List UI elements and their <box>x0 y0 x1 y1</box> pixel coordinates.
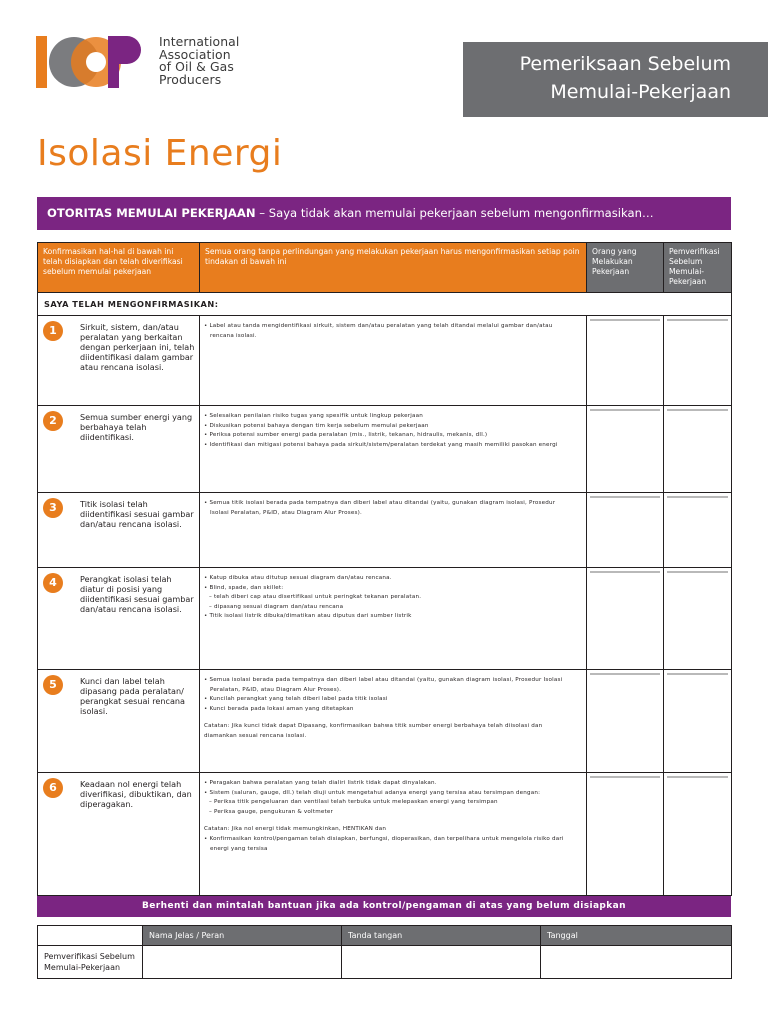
note-line: Catatan: Jika kunci tidak dapat Dipasang, konfirmasikan bahwa titik sumber energi berbahaya telah diisolasi dan <box>204 723 543 730</box>
check-box[interactable] <box>590 571 660 573</box>
item-cell <box>38 493 200 568</box>
item-cell <box>38 316 200 406</box>
worker-check-cell[interactable] <box>587 493 664 568</box>
action-line: • Katup dibuka atau ditutup sesuai diagram dan/atau rencana. <box>204 575 392 581</box>
action-line: • Identifikasi dan mitigasi potensi bahaya pada sirkuit/sistem/peralatan terdekat yang masih memiliki pasokan energi <box>204 441 558 448</box>
item-label: Perangkat isolasi telah diatur di posisi yang diidentifikasi sesuai gambar dan/atau rencana isolasi. <box>80 574 194 614</box>
action-line: • Titik isolasi listrik dibuka/dimatikan atau diputus dari sumber listrik <box>204 613 412 620</box>
action-cell <box>200 568 587 670</box>
authority-bar <box>37 197 731 230</box>
action-line: • Kuncilah perangkat yang telah diberi label pada titik isolasi <box>204 696 388 703</box>
authority-statement: – Saya tidak akan memulai pekerjaan sebelum mengonfirmasikan… <box>255 206 654 220</box>
action-line: • Semua isolasi berada pada tempatnya dan diberi label atau ditandai (yaitu, gunakan diagram isolasi, Prosedur Isolasi <box>204 677 563 683</box>
action-line: – dipasang sesuai diagram dan/atau rencana <box>209 603 344 610</box>
check-box[interactable] <box>590 673 660 675</box>
action-line: rencana isolasi. <box>210 332 257 339</box>
logo-line: of Oil & Gas <box>159 59 234 74</box>
table-row <box>38 316 732 406</box>
action-line: • Sistem (saluran, gauge, dll.) telah diuji untuk mengetahui adanya energi yang tersisa atau tersimpan dengan: <box>204 789 541 796</box>
signoff-header-signature: Tanda tangan <box>342 926 541 946</box>
verifier-check-cell[interactable] <box>664 493 732 568</box>
action-line: • Semua titik isolasi berada pada tempatnya dan diberi label atau ditandai (yaitu, gunakan diagram isolasi, Prosedur <box>204 500 556 506</box>
note-line: Catatan: Jika nol energi tidak memungkinkan, HENTIKAN dan <box>204 826 387 833</box>
action-cell <box>200 493 587 568</box>
table-row <box>38 406 732 493</box>
check-box[interactable] <box>667 496 728 498</box>
worker-check-cell[interactable] <box>587 406 664 493</box>
step-number-badge: 3 <box>43 498 63 518</box>
worker-check-cell[interactable] <box>587 670 664 773</box>
check-box[interactable] <box>667 571 728 573</box>
table-row <box>38 493 732 568</box>
verifier-check-cell[interactable] <box>664 670 732 773</box>
signoff-row-label: Pemverifikasi Sebelum Memulai-Pekerjaan <box>38 946 143 979</box>
table-header-row <box>38 243 732 293</box>
page-title: Isolasi Energi <box>37 133 283 174</box>
action-line: Isolasi Peralatan, P&ID, atau Diagram Alur Proses). <box>210 509 362 516</box>
signoff-row <box>38 946 732 979</box>
check-box[interactable] <box>667 776 728 778</box>
confirm-label: SAYA TELAH MENGONFIRMASIKAN: <box>38 293 732 316</box>
action-line: – Periksa titik pengeluaran dan ventilasi telah terbuka untuk melepaskan energi yang tersimpan <box>209 799 498 806</box>
worker-check-cell[interactable] <box>587 568 664 670</box>
check-box[interactable] <box>667 409 728 411</box>
item-cell <box>38 406 200 493</box>
note-line: diamankan sesuai rencana isolasi. <box>204 732 307 739</box>
action-cell <box>200 406 587 493</box>
check-box[interactable] <box>590 319 660 321</box>
action-cell <box>200 773 587 896</box>
logo-line: International <box>159 34 240 49</box>
action-line: • Kunci berada pada lokasi aman yang ditetapkan <box>204 705 354 712</box>
step-number-badge: 2 <box>43 411 63 431</box>
worker-check-cell[interactable] <box>587 316 664 406</box>
action-line: • Selesaikan penilaian risiko tugas yang spesifik untuk lingkup pekerjaan <box>204 413 424 419</box>
logo-line: Association <box>159 46 231 62</box>
check-box[interactable] <box>590 409 660 411</box>
check-box[interactable] <box>590 776 660 778</box>
check-box[interactable] <box>667 319 728 321</box>
column-header-confirm: Konfirmasikan hal-hal di bawah ini telah disiapkan dan telah diverifikasi sebelum memulai pekerjaan <box>38 243 200 293</box>
item-label: Kunci dan label telah dipasang pada peralatan/ perangkat sesuai rencana isolasi. <box>80 676 186 716</box>
action-line: • Peragakan bahwa peralatan yang telah dialiri listrik tidak dapat dinyalakan. <box>204 780 437 786</box>
step-number-badge: 6 <box>43 778 63 798</box>
action-cell <box>200 670 587 773</box>
action-line: • Periksa potensi sumber energi pada peralatan (mis., listrik, tekanan, hidraulis, mekanis, dll.) <box>204 432 488 439</box>
verifier-check-cell[interactable] <box>664 406 732 493</box>
signoff-header-date: Tanggal <box>541 926 732 946</box>
item-label: Sirkuit, sistem, dan/atau peralatan yang berkaitan dengan perkerjaan ini, telah diidentifikasi dalam gambar atau rencana isolasi. <box>80 322 195 372</box>
step-number-badge: 5 <box>43 675 63 695</box>
check-box[interactable] <box>590 496 660 498</box>
column-header-worker: Orang yang Melakukan Pekerjaan <box>587 243 664 293</box>
logo-wordmark <box>159 36 239 86</box>
item-cell <box>38 568 200 670</box>
step-number-badge: 1 <box>43 321 63 341</box>
action-line: – telah diberi cap atau disertifikasi untuk peringkat tekanan peralatan. <box>209 594 422 601</box>
column-header-actions: Semua orang tanpa perlindungan yang melakukan pekerjaan harus mengonfirmasikan setiap poin tindakan di bawah ini <box>200 243 587 293</box>
authority-heading: OTORITAS MEMULAI PEKERJAAN <box>47 206 256 220</box>
confirm-row <box>38 293 732 316</box>
signoff-table <box>37 925 732 979</box>
item-label: Keadaan nol energi telah diverifikasi, dibuktikan, dan diperagakan. <box>80 779 192 809</box>
item-cell <box>38 773 200 896</box>
signature-field[interactable] <box>342 946 541 979</box>
date-field[interactable] <box>541 946 732 979</box>
table-row <box>38 568 732 670</box>
note-line: • Konfirmasikan kontrol/pengaman telah disiapkan, berfungsi, dioperasikan, dan terpelihara untuk mengelola risiko dari <box>204 835 564 842</box>
signoff-header-name: Nama Jelas / Peran <box>143 926 342 946</box>
action-line: Peralatan, P&ID, atau Diagram Alur Proses). <box>210 686 342 693</box>
logo-line: Producers <box>159 71 222 87</box>
worker-check-cell[interactable] <box>587 773 664 896</box>
note-line: energi yang tersisa <box>210 845 268 852</box>
signoff-header-row <box>38 926 732 946</box>
item-label: Semua sumber energi yang berbahaya telah diidentifikasi. <box>80 412 193 442</box>
name-field[interactable] <box>143 946 342 979</box>
item-cell <box>38 670 200 773</box>
table-row <box>38 670 732 773</box>
action-line: • Blind, spade, dan skillet: <box>204 584 284 591</box>
action-cell <box>200 316 587 406</box>
step-number-badge: 4 <box>43 573 63 593</box>
action-line: • Diskusikan potensi bahaya dengan tim kerja sebelum memulai pekerjaan <box>204 422 429 429</box>
action-line: • Label atau tanda mengidentifikasi sirkuit, sistem dan/atau peralatan yang telah ditandai melalui gambar dan/atau <box>204 323 553 329</box>
verifier-check-cell[interactable] <box>664 316 732 406</box>
stop-warning-bar: Berhenti dan mintalah bantuan jika ada kontrol/pengaman di atas yang belum disiapkan <box>37 896 731 917</box>
banner-line-2: Memulai-Pekerjaan <box>550 81 731 103</box>
verifier-check-cell[interactable] <box>664 568 732 670</box>
banner-line-1: Pemeriksaan Sebelum <box>519 53 731 75</box>
checklist-table <box>37 242 732 896</box>
action-line: – Periksa gauge, pengukuran & voltmeter <box>209 808 334 815</box>
table-row <box>38 773 732 896</box>
signoff-corner <box>38 926 143 946</box>
item-label: Titik isolasi telah diidentifikasi sesuai gambar dan/atau rencana isolasi. <box>80 499 194 529</box>
check-box[interactable] <box>667 673 728 675</box>
column-header-verifier: Pemverifikasi Sebelum Memulai-Pekerjaan <box>664 243 732 293</box>
verifier-check-cell[interactable] <box>664 773 732 896</box>
document-type-banner <box>463 42 768 117</box>
